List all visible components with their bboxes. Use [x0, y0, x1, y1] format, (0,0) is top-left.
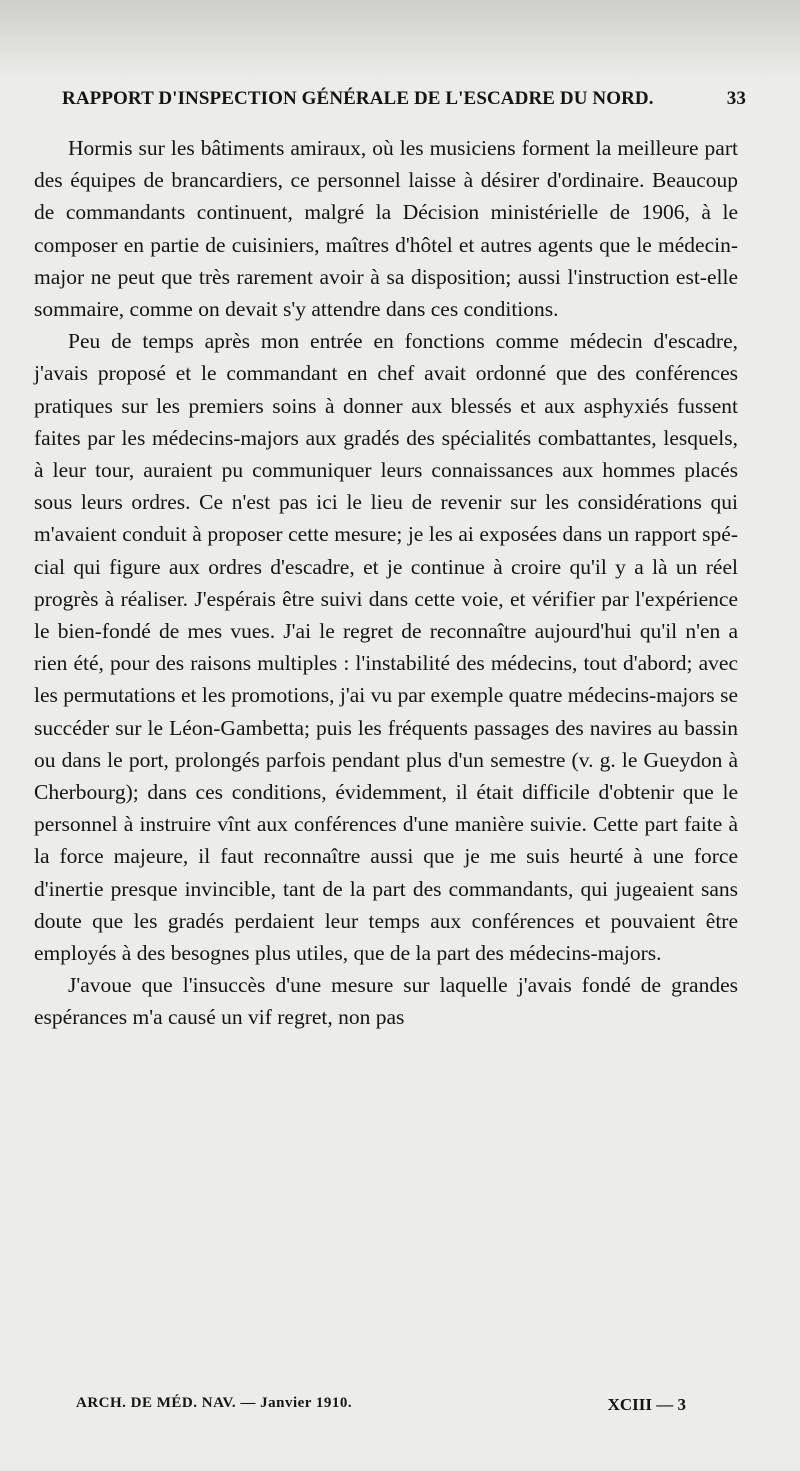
page-footer — [76, 1395, 686, 1415]
journal-citation: ARCH. DE MÉD. NAV. — Janvier 1910. — [76, 1395, 353, 1411]
page-number: 33 — [726, 88, 746, 109]
body-text — [34, 132, 738, 1034]
running-title: RAPPORT D'INSPECTION GÉNÉRALE DE L'ESCADRE DU NORD. — [62, 88, 654, 109]
paragraph: Hormis sur les bâtiments amiraux, où les musiciens forment la meilleure part des équipes de brancardiers, ce personnel laisse à désirer d'ordinaire. Beaucoup de commandants continuent, malgré la Décision ministérielle de 1906, à le composer en partie de cuisiniers, maîtres d'hôtel et autres agents que le médecin-major ne peut que très rarement avoir à sa disposition; aussi l'instruction est-elle sommaire, comme on devait s'y attendre dans ces conditions. — [34, 136, 738, 322]
paragraph: J'avoue que l'insuccès d'une mesure sur laquelle j'avais fondé de grandes espérances m'a causé un vif regret, non pas — [34, 973, 738, 1030]
running-header — [62, 88, 746, 110]
sheet-signature: XCIII — 3 — [607, 1395, 686, 1414]
paragraph: Peu de temps après mon entrée en fonctions comme médecin d'escadre, j'avais proposé et le commandant en chef avait ordonné que des conférences pratiques sur les premiers soins à donner aux blessés et aux asphyxiés fussent faites par les médecins-majors aux gradés des spécialités combattantes, lesquels, à leur tour, auraient pu communiquer leurs connaissances aux hommes placés sous leurs ordres. Ce n'est pas ici le lieu de revenir sur les considérations qui m'avaient conduit à proposer cette mesure; je les ai exposées dans un rapport spécial qui figure aux ordres d'escadre, et je continue à croire qu'il y a là un réel progrès à réaliser. J'espérais être suivi dans cette voie, et vérifier par l'expérience le bien-fondé de mes vues. J'ai le regret de reconnaître aujourd'hui qu'il n'en a rien été, pour des raisons multiples : l'instabilité des médecins, tout d'abord; avec les permutations et les promotions, j'ai vu par exemple quatre médecins-majors se succéder sur le Léon-Gambetta; puis les fréquents passages des navires au bassin ou dans le port, prolongés parfois pendant plus d'un semestre (v. g. le Gueydon à Cherbourg); dans ces conditions, évidemment, il était difficile d'obtenir que le personnel à instruire vînt aux conférences d'une manière suivie. Cette part faite à la force majeure, il faut reconnaître aussi que je me suis heurté à une force d'inertie presque invincible, tant de la part des commandants, qui jugeaient sans doute que les gradés perdaient leur temps aux conférences et pouvaient être employés à des besognes plus utiles, que de la part des médecins-majors. — [34, 329, 738, 966]
